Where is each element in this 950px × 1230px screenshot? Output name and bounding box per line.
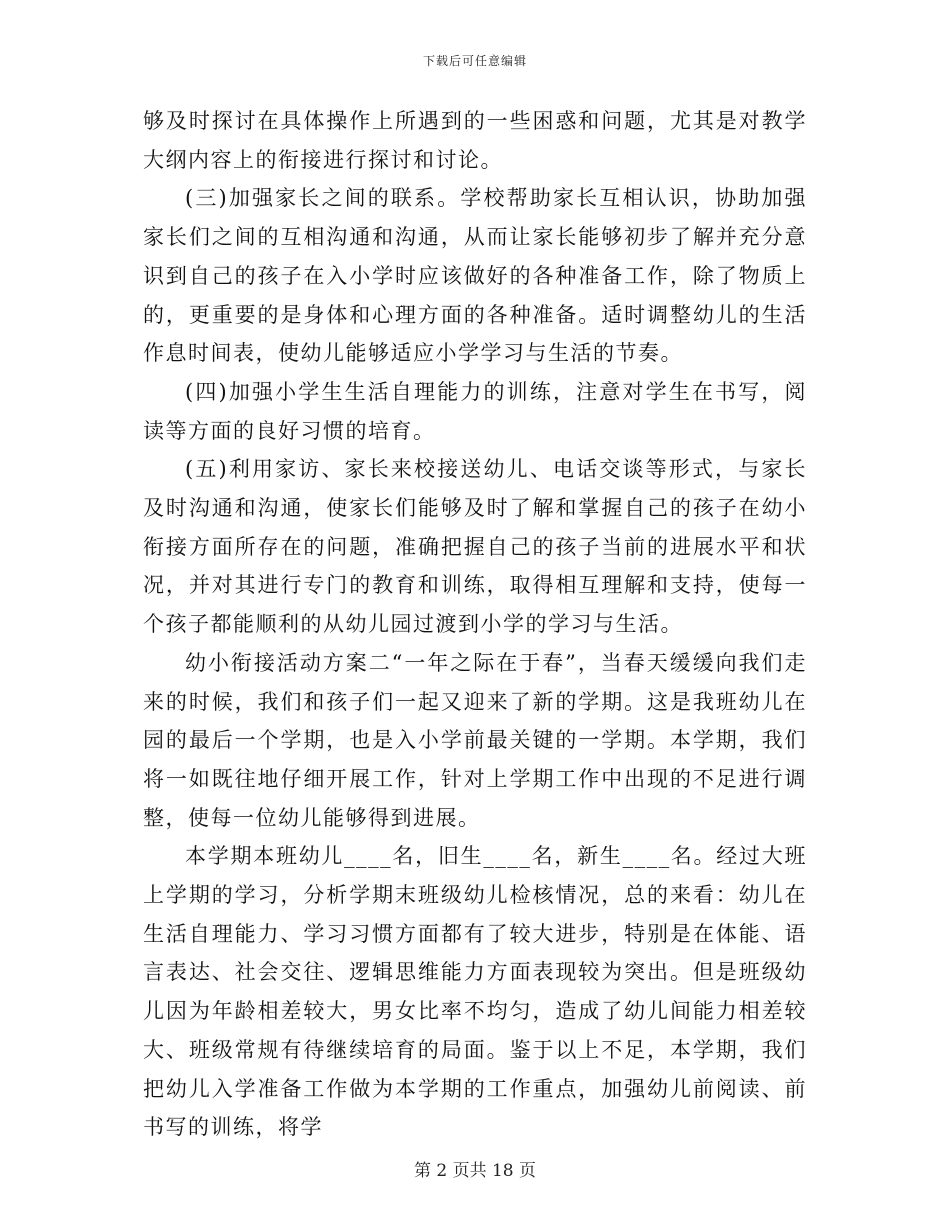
paragraph-continued: 够及时探讨在具体操作上所遇到的一些困惑和问题，尤其是对教学大纲内容上的衔接进行探讨和讨论。 [143,109,807,172]
paragraph-self-care-training: (四)加强小学生生活自理能力的训练，注意对学生在书写，阅读等方面的良好习惯的培育。 [143,379,807,443]
page-header: 下载后可任意编辑 [422,54,527,68]
document-body [143,102,807,1147]
paragraph-class-status: 本学期本班幼儿____名，旧生____名，新生____名。经过大班上学期的学习，分析学期末班级幼儿检核情况，总的来看：幼儿在生活自理能力、学习习惯方面都有了较大进步，特别是在体能、语言表达、社会交往、逻辑思维能力方面表现较为突出。但是班级幼儿因为年龄相差较大，男女比率不均匀，造成了幼儿间能力相差较大、班级常规有待继续培育的局面。鉴于以上不足，本学期，我们把幼儿入学准备工作做为本学期的工作重点，加强幼儿前阅读、前书写的训练，将学 [143,844,807,1140]
paragraph-parent-contact: (三)加强家长之间的联系。学校帮助家长互相认识，协助加强家长们之间的互相沟通和沟通，从而让家长能够初步了解并充分意识到自己的孩子在入小学时应该做好的各种准备工作，除了物质上的，更重要的是身体和心理方面的各种准备。适时调整幼儿的生活作息时间表，使幼儿能够适应小学学习与生活的节奏。 [143,186,807,366]
page-number: 第 2 页共 18 页 [413,1161,537,1181]
paragraph-plan-two: 幼小衔接活动方案二“一年之际在于春”，当春天缓缓向我们走来的时候，我们和孩子们一起又迎来了新的学期。这是我班幼儿在园的最后一个学期，也是入小学前最关键的一学期。本学期，我们将一如既往地仔细开展工作，针对上学期工作中出现的不足进行调整，使每一位幼儿能够得到进展。 [143,650,807,830]
paragraph-home-visits: (五)利用家访、家长来校接送幼儿、电话交谈等形式，与家长及时沟通和沟通，使家长们能够及时了解和掌握自己的孩子在幼小衔接方面所存在的问题，准确把握自己的孩子当前的进展水平和状况，并对其进行专门的教育和训练，取得相互理解和支持，使每一个孩子都能顺利的从幼儿园过渡到小学的学习与生活。 [143,457,807,637]
